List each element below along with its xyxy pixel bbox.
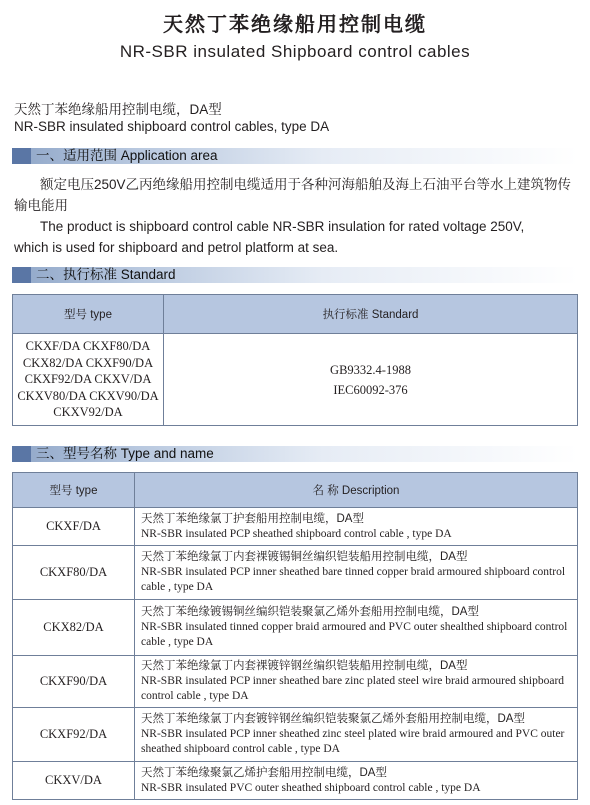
standard-type-item: CKXF/DA CKXF80/DA <box>25 339 151 354</box>
application-cn-line2: 输电能用 <box>14 198 68 213</box>
type-desc-cn: 天然丁苯绝缘氯丁内套镀锌钢丝编织铠装聚氯乙烯外套船用控制电缆，DA型 <box>141 713 525 725</box>
standard-header-standard: 执行标准 Standard <box>164 295 578 334</box>
page-title-cn: 天然丁苯绝缘船用控制电缆 <box>163 14 427 36</box>
table-row <box>13 708 578 762</box>
type-desc-cn: 天然丁苯绝缘氯丁内套裸镀锡铜丝编织铠装船用控制电缆，DA型 <box>141 551 468 563</box>
section-standard-bar <box>12 267 578 283</box>
subtitle-en: NR-SBR insulated shipboard control cables, type DA <box>14 119 330 134</box>
type-description <box>135 762 578 800</box>
standard-item: IEC60092-376 <box>333 382 408 397</box>
section-typename-heading: 三、型号名称 Type and name <box>36 446 214 461</box>
application-text <box>14 174 580 258</box>
type-description <box>135 600 578 656</box>
standard-type-item: CKX82/DA CKXF90/DA <box>22 355 154 370</box>
table-row <box>13 762 578 800</box>
type-header-desc: 名 称 Description <box>135 473 578 508</box>
section-typename-bar <box>12 446 578 462</box>
type-description <box>135 546 578 600</box>
type-desc-en: NR-SBR insulated PCP sheathed shipboard control cable , type DA <box>141 527 452 540</box>
standard-item: GB9332.4-1988 <box>330 362 411 377</box>
table-row <box>13 546 578 600</box>
table-row <box>13 508 578 546</box>
type-desc-cn: 天然丁苯绝缘聚氯乙烯护套船用控制电缆，DA型 <box>141 766 387 779</box>
type-code: CKXV/DA <box>13 762 135 800</box>
type-description <box>135 508 578 546</box>
section-application-bar <box>12 148 578 164</box>
type-code: CKXF90/DA <box>13 656 135 708</box>
page-title-en: NR-SBR insulated Shipboard control cables <box>119 42 471 61</box>
application-en-line1: The product is shipboard control cable NR-SBR insulation for rated voltage 250V, <box>40 219 525 234</box>
table-row <box>13 656 578 708</box>
section-marker <box>12 148 31 164</box>
standard-type-item: CKXV80/DA CKXV90/DA <box>17 388 159 403</box>
type-code: CKXF92/DA <box>13 708 135 762</box>
standard-type-item: CKXV92/DA <box>53 405 123 420</box>
type-code: CKXF80/DA <box>13 546 135 600</box>
subtitle-cn: 天然丁苯绝缘船用控制电缆，DA型 <box>14 102 222 117</box>
type-desc-en: NR-SBR insulated PVC outer sheathed shipboard control cable , type DA <box>141 781 481 794</box>
application-en-line2: which is used for shipboard and petrol platform at sea. <box>14 240 339 255</box>
section-application-heading: 一、适用范围 Application area <box>36 148 218 163</box>
type-description <box>135 708 578 762</box>
type-desc-en: NR-SBR insulated PCP inner sheathed bare tinned copper braid armoured shipboard control cable , type DA <box>141 566 566 593</box>
type-code: CKXF/DA <box>13 508 135 546</box>
standard-list <box>164 334 578 426</box>
type-table <box>12 472 578 800</box>
table-row <box>13 600 578 656</box>
type-desc-en: NR-SBR insulated tinned copper braid armoured and PVC outer shealthed shipboard control cable , type DA <box>141 621 568 648</box>
application-cn-line1: 额定电压250V乙丙绝缘船用控制电缆适用于各种河海船舶及海上石油平台等水上建筑物传 <box>40 177 572 192</box>
section-marker <box>12 267 31 283</box>
section-marker <box>12 446 31 462</box>
standard-header-type: 型号 type <box>13 295 164 334</box>
standard-type-item: CKXF92/DA CKXV/DA <box>24 372 152 387</box>
type-desc-en: NR-SBR insulated PCP inner sheathed zinc steel plated wire braid armoured and PVC outer sheathed shipboard control cable , type DA <box>141 728 565 755</box>
type-desc-cn: 天然丁苯绝缘氯丁护套船用控制电缆，DA型 <box>141 512 364 525</box>
type-header-type: 型号 type <box>13 473 135 508</box>
standard-type-list <box>13 334 164 426</box>
type-description <box>135 656 578 708</box>
type-code: CKX82/DA <box>13 600 135 656</box>
type-desc-en: NR-SBR insulated PCP inner sheathed bare zinc plated steel wire braid armoured shipboard control cable , type DA <box>141 675 565 702</box>
type-desc-cn: 天然丁苯绝缘镀锡铜丝编织铠装聚氯乙烯外套船用控制电缆，DA型 <box>141 606 479 618</box>
type-desc-cn: 天然丁苯绝缘氯丁内套裸镀锌钢丝编织铠装船用控制电缆，DA型 <box>141 660 468 672</box>
standard-table <box>12 294 578 426</box>
section-standard-heading: 二、执行标准 Standard <box>36 267 176 282</box>
